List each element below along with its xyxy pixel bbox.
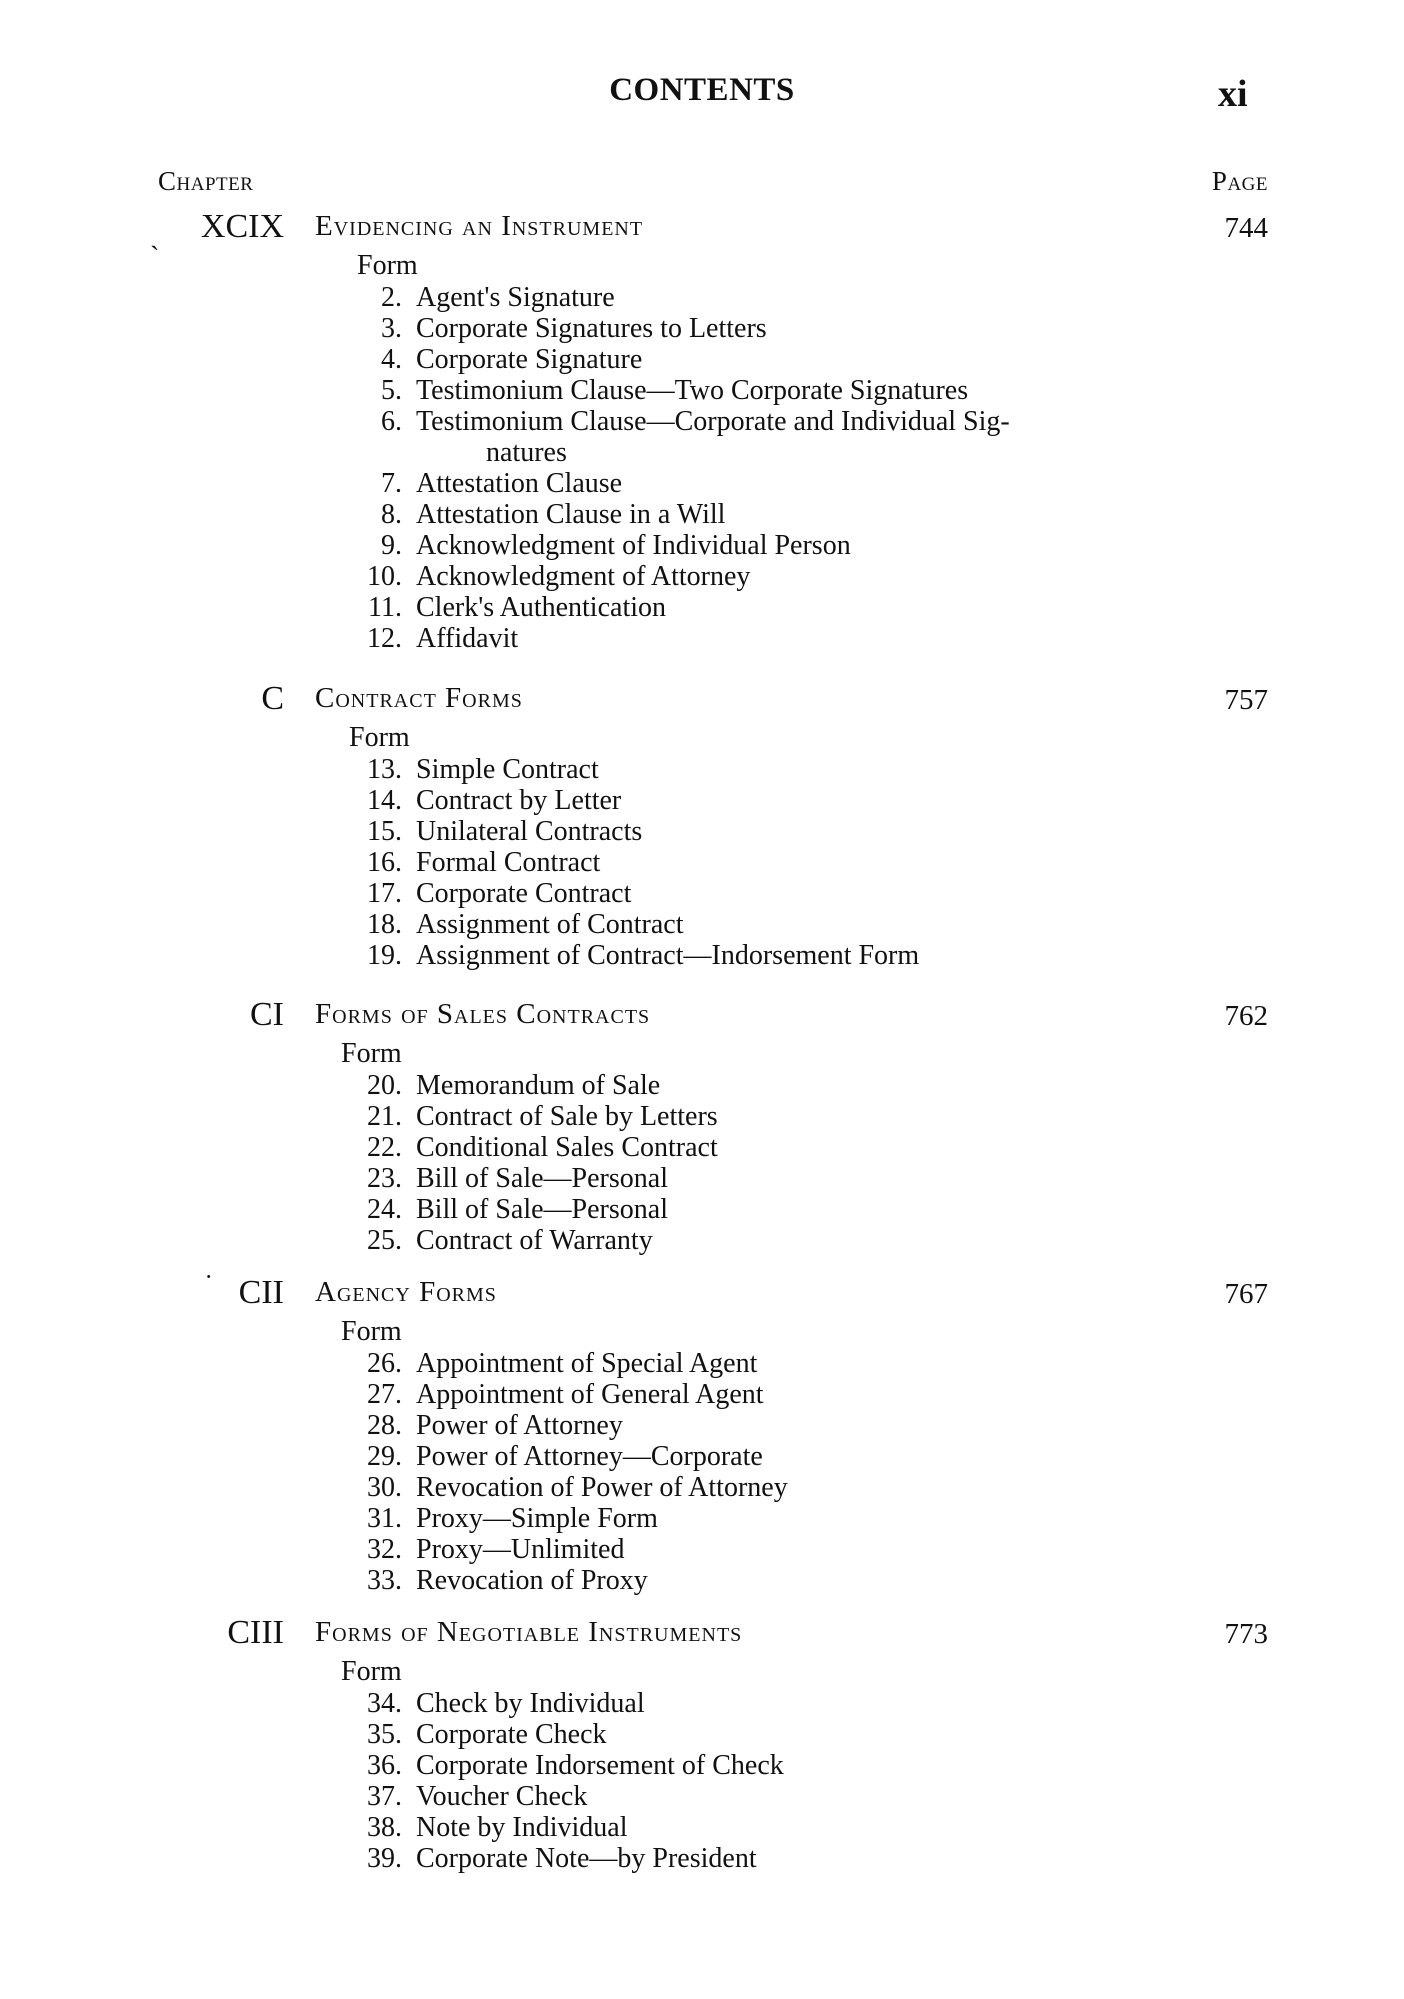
form-number: 5. xyxy=(381,375,402,406)
form-entry xyxy=(0,1348,1404,1379)
form-entry xyxy=(0,1070,1404,1101)
form-title xyxy=(416,1688,645,1719)
form-title xyxy=(416,1750,784,1781)
form-title xyxy=(416,1781,587,1812)
form-label: Form xyxy=(341,1656,402,1687)
form-title-text: Assignment of Contract xyxy=(416,909,684,940)
form-entry xyxy=(0,1812,1404,1843)
form-entry xyxy=(0,344,1404,375)
form-number: 29. xyxy=(367,1441,402,1472)
form-entry xyxy=(0,375,1404,406)
form-number: 33. xyxy=(367,1565,402,1596)
chapter-title: Forms of Negotiable Instruments xyxy=(315,1616,743,1648)
form-title xyxy=(416,1503,658,1534)
form-title-text: Corporate Contract xyxy=(416,878,632,909)
form-entry xyxy=(0,847,1404,878)
form-label: Form xyxy=(341,1038,402,1069)
form-title xyxy=(416,468,622,499)
form-list xyxy=(0,1348,1404,1596)
chapter-page: 767 xyxy=(1224,1278,1268,1310)
form-title-text: Bill of Sale—Personal xyxy=(416,1163,668,1194)
form-title xyxy=(416,1194,668,1225)
form-title-text: Affidavit xyxy=(416,623,519,654)
form-number: 30. xyxy=(367,1472,402,1503)
form-list xyxy=(0,1070,1404,1256)
form-title-text: Formal Contract xyxy=(416,847,601,878)
form-title xyxy=(416,344,642,375)
form-title xyxy=(416,785,621,816)
form-entry xyxy=(0,1163,1404,1194)
chapter-title: Forms of Sales Contracts xyxy=(315,998,651,1030)
form-title xyxy=(416,1410,623,1441)
form-title xyxy=(416,754,599,785)
chapter-number: XCIX xyxy=(200,208,284,245)
form-entry xyxy=(0,1565,1404,1596)
form-label: Form xyxy=(341,1316,402,1347)
form-number: 12. xyxy=(367,623,402,654)
form-title-text: Memorandum of Sale xyxy=(416,1070,661,1101)
form-title xyxy=(416,530,851,561)
form-title xyxy=(416,878,631,909)
form-entry xyxy=(0,1688,1404,1719)
form-number: 34. xyxy=(367,1688,402,1719)
form-title-text: Contract of Sale by Letters xyxy=(416,1101,718,1132)
print-mark: ˙ xyxy=(204,1270,214,1301)
chapter-number: CI xyxy=(250,996,284,1033)
form-title xyxy=(416,623,518,654)
form-number: 13. xyxy=(367,754,402,785)
chapter-page: 744 xyxy=(1224,212,1268,244)
form-title-text: Revocation of Power of Attorney xyxy=(416,1472,788,1503)
form-number: 24. xyxy=(367,1194,402,1225)
form-title-text: Attestation Clause xyxy=(416,468,623,499)
form-title-text: Corporate Check xyxy=(416,1719,607,1750)
form-title xyxy=(416,1070,660,1101)
form-entry xyxy=(0,1379,1404,1410)
form-title-text: Power of Attorney xyxy=(416,1410,623,1441)
form-title-text: Clerk's Authentication xyxy=(416,592,667,623)
form-list xyxy=(0,754,1404,971)
form-number: 38. xyxy=(367,1812,402,1843)
form-title xyxy=(416,1472,788,1503)
form-entry xyxy=(0,1101,1404,1132)
form-title xyxy=(416,282,615,313)
form-label: Form xyxy=(357,250,418,281)
chapter-number: CII xyxy=(238,1274,284,1311)
form-number: 28. xyxy=(367,1410,402,1441)
form-number: 27. xyxy=(367,1379,402,1410)
form-title xyxy=(416,1719,607,1750)
chapter-title: Evidencing an Instrument xyxy=(315,210,644,242)
chapter-title: Contract Forms xyxy=(315,682,523,714)
form-entry xyxy=(0,1781,1404,1812)
form-label: Form xyxy=(349,722,410,753)
form-title-text: Attestation Clause in a Will xyxy=(416,499,726,530)
form-title xyxy=(416,375,968,406)
form-list xyxy=(0,1688,1404,1874)
form-title-text: Simple Contract xyxy=(416,754,599,785)
form-number: 9. xyxy=(381,530,402,561)
form-entry xyxy=(0,592,1404,623)
form-title-text: Proxy—Simple Form xyxy=(416,1503,658,1534)
form-entry xyxy=(0,623,1404,654)
form-number: 6. xyxy=(381,406,402,437)
form-title-text: Corporate Signature xyxy=(416,344,643,375)
form-title xyxy=(416,561,750,592)
form-title-text: Corporate Signatures to Letters xyxy=(416,313,767,344)
form-number: 26. xyxy=(367,1348,402,1379)
form-entry xyxy=(0,1441,1404,1472)
form-title xyxy=(416,940,919,971)
form-title-text: Appointment of Special Agent xyxy=(416,1348,758,1379)
form-entry xyxy=(0,1750,1404,1781)
running-title: CONTENTS xyxy=(609,72,795,108)
form-entry xyxy=(0,1194,1404,1225)
chapter-page: 773 xyxy=(1224,1618,1268,1650)
form-title xyxy=(416,1534,624,1565)
form-entry xyxy=(0,878,1404,909)
form-entry xyxy=(0,468,1404,499)
form-number: 14. xyxy=(367,785,402,816)
form-entry xyxy=(0,1225,1404,1256)
form-number: 36. xyxy=(367,1750,402,1781)
chapter-column-heading: Chapter xyxy=(158,166,254,196)
form-title xyxy=(416,313,767,344)
form-title xyxy=(416,406,1010,468)
chapter-page: 762 xyxy=(1224,1000,1268,1032)
form-title-text: Testimonium Clause—Corporate and Individual Sig- xyxy=(416,406,1010,437)
form-title xyxy=(416,1132,718,1163)
form-number: 35. xyxy=(367,1719,402,1750)
form-title xyxy=(416,1225,653,1256)
form-entry xyxy=(0,282,1404,313)
form-number: 10. xyxy=(367,561,402,592)
form-entry xyxy=(0,1534,1404,1565)
form-entry xyxy=(0,1843,1404,1874)
form-number: 22. xyxy=(367,1132,402,1163)
print-mark: ˎ xyxy=(150,220,160,251)
form-number: 39. xyxy=(367,1843,402,1874)
form-entry xyxy=(0,1472,1404,1503)
form-number: 31. xyxy=(367,1503,402,1534)
form-title-text: Proxy—Unlimited xyxy=(416,1534,625,1565)
form-title-text: Revocation of Proxy xyxy=(416,1565,648,1596)
page-folio: xi xyxy=(1218,73,1248,115)
form-number: 18. xyxy=(367,909,402,940)
chapter-number: C xyxy=(261,680,284,717)
form-title xyxy=(416,1348,757,1379)
form-title-text: Bill of Sale—Personal xyxy=(416,1194,668,1225)
form-entry xyxy=(0,530,1404,561)
form-title-text: Unilateral Contracts xyxy=(416,816,643,847)
form-title xyxy=(416,1163,668,1194)
form-number: 2. xyxy=(381,282,402,313)
form-title-text: Conditional Sales Contract xyxy=(416,1132,718,1163)
form-entry xyxy=(0,940,1404,971)
form-title-text: Agent's Signature xyxy=(416,282,615,313)
form-entry xyxy=(0,313,1404,344)
form-number: 32. xyxy=(367,1534,402,1565)
form-entry xyxy=(0,785,1404,816)
form-entry xyxy=(0,1410,1404,1441)
form-title xyxy=(416,1101,718,1132)
form-entry xyxy=(0,909,1404,940)
form-title-text: Acknowledgment of Attorney xyxy=(416,561,751,592)
form-title-text: Assignment of Contract—Indorsement Form xyxy=(416,940,920,971)
chapter-page: 757 xyxy=(1224,684,1268,716)
form-number: 7. xyxy=(381,468,402,499)
form-number: 3. xyxy=(381,313,402,344)
form-entry xyxy=(0,754,1404,785)
form-title-text: Power of Attorney—Corporate xyxy=(416,1441,763,1472)
form-number: 19. xyxy=(367,940,402,971)
form-title xyxy=(416,909,684,940)
form-number: 11. xyxy=(368,592,402,623)
form-title xyxy=(416,1843,757,1874)
chapter-title: Agency Forms xyxy=(315,1276,497,1308)
form-title-text: Corporate Indorsement of Check xyxy=(416,1750,784,1781)
form-entry xyxy=(0,406,1404,468)
form-number: 15. xyxy=(367,816,402,847)
form-title-text: Testimonium Clause—Two Corporate Signatures xyxy=(416,375,969,406)
form-title xyxy=(416,1379,764,1410)
form-title xyxy=(416,1812,628,1843)
form-title-text: Contract of Warranty xyxy=(416,1225,653,1256)
form-entry xyxy=(0,1719,1404,1750)
form-entry xyxy=(0,1132,1404,1163)
form-number: 23. xyxy=(367,1163,402,1194)
form-title-text: Note by Individual xyxy=(416,1812,628,1843)
page-column-heading: Page xyxy=(1211,166,1268,196)
form-list xyxy=(0,282,1404,654)
form-title-text: Corporate Note—by President xyxy=(416,1843,757,1874)
form-entry xyxy=(0,816,1404,847)
form-title xyxy=(416,1441,763,1472)
form-title-text: Check by Individual xyxy=(416,1688,645,1719)
form-entry xyxy=(0,561,1404,592)
form-title-continuation: natures xyxy=(486,437,567,468)
form-number: 8. xyxy=(381,499,402,530)
form-title xyxy=(416,1565,648,1596)
form-number: 17. xyxy=(367,878,402,909)
form-title xyxy=(416,592,666,623)
form-number: 25. xyxy=(367,1225,402,1256)
form-entry xyxy=(0,1503,1404,1534)
form-title-text: Acknowledgment of Individual Person xyxy=(416,530,851,561)
form-title xyxy=(416,499,725,530)
form-number: 20. xyxy=(367,1070,402,1101)
form-title xyxy=(416,816,642,847)
form-number: 16. xyxy=(367,847,402,878)
form-number: 21. xyxy=(367,1101,402,1132)
form-entry xyxy=(0,499,1404,530)
chapter-number: CIII xyxy=(227,1614,284,1651)
form-number: 4. xyxy=(381,344,402,375)
form-title-text: Voucher Check xyxy=(416,1781,588,1812)
form-title xyxy=(416,847,600,878)
form-number: 37. xyxy=(367,1781,402,1812)
form-title-text: Appointment of General Agent xyxy=(416,1379,764,1410)
form-title-text: Contract by Letter xyxy=(416,785,622,816)
